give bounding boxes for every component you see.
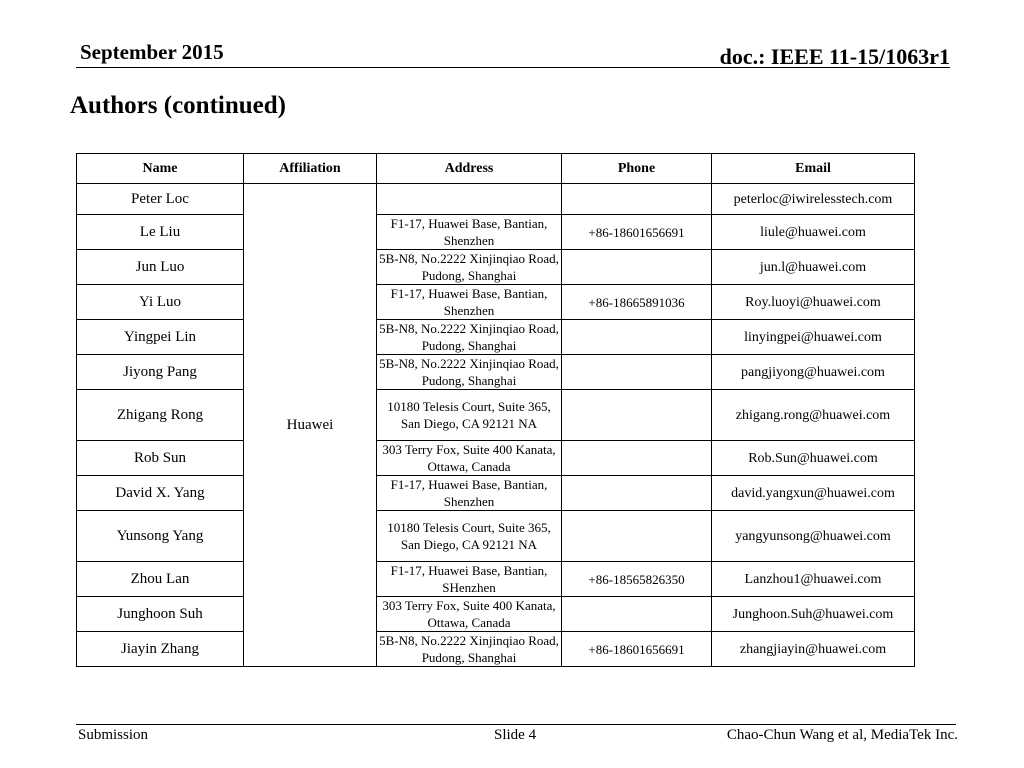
author-name: Zhou Lan [77,562,244,597]
author-name: Rob Sun [77,441,244,476]
author-address: 303 Terry Fox, Suite 400 Kanata, Ottawa, Canada [377,597,562,632]
author-phone [562,511,712,562]
author-name: Peter Loc [77,184,244,215]
footer-authors: Chao-Chun Wang et al, MediaTek Inc. [726,727,958,743]
table-row [77,390,915,441]
author-name: Jiyong Pang [77,355,244,390]
author-phone [562,184,712,215]
author-name: Yunsong Yang [77,511,244,562]
authors-table [76,153,915,667]
table-row [77,597,915,632]
author-email: Junghoon.Suh@huawei.com [712,597,915,632]
author-address: 5B-N8, No.2222 Xinjinqiao Road, Pudong, Shanghai [377,320,562,355]
author-email: jun.l@huawei.com [712,250,915,285]
author-address: F1-17, Huawei Base, Bantian, Shenzhen [377,285,562,320]
author-address: 5B-N8, No.2222 Xinjinqiao Road, Pudong, Shanghai [377,632,562,667]
author-phone: +86-18601656691 [562,632,712,667]
author-email: peterloc@iwirelesstech.com [712,184,915,215]
header-divider [76,67,950,68]
author-address: 10180 Telesis Court, Suite 365, San Diego, CA 92121 NA [377,511,562,562]
author-email: liule@huawei.com [712,215,915,250]
author-email: Rob.Sun@huawei.com [712,441,915,476]
author-phone: +86-18565826350 [562,562,712,597]
author-email: zhangjiayin@huawei.com [712,632,915,667]
author-name: Jun Luo [77,250,244,285]
table-row [77,250,915,285]
author-phone [562,597,712,632]
footer-submission: Submission [78,727,149,743]
table-row [77,632,915,667]
column-header-email: Email [712,154,915,184]
author-email: yangyunsong@huawei.com [712,511,915,562]
author-phone: +86-18665891036 [562,285,712,320]
author-name: Jiayin Zhang [77,632,244,667]
author-address: F1-17, Huawei Base, Bantian, SHenzhen [377,562,562,597]
author-phone [562,390,712,441]
author-name: Yingpei Lin [77,320,244,355]
table-row [77,285,915,320]
column-header-address: Address [377,154,562,184]
author-address: 10180 Telesis Court, Suite 365, San Diego, CA 92121 NA [377,390,562,441]
author-email: zhigang.rong@huawei.com [712,390,915,441]
author-phone [562,250,712,285]
author-email: david.yangxun@huawei.com [712,476,915,511]
author-affiliation: Huawei [244,184,377,667]
author-address: 303 Terry Fox, Suite 400 Kanata, Ottawa, Canada [377,441,562,476]
author-name: Zhigang Rong [77,390,244,441]
column-header-name: Name [77,154,244,184]
table-row [77,184,915,215]
table-row [77,476,915,511]
author-address: 5B-N8, No.2222 Xinjinqiao Road, Pudong, Shanghai [377,355,562,390]
author-name: David X. Yang [77,476,244,511]
table-row [77,562,915,597]
author-phone [562,320,712,355]
author-phone: +86-18601656691 [562,215,712,250]
table-row [77,511,915,562]
table-row [77,320,915,355]
author-address: 5B-N8, No.2222 Xinjinqiao Road, Pudong, Shanghai [377,250,562,285]
slide-title: Authors (continued) [70,92,286,119]
author-address: F1-17, Huawei Base, Bantian, Shenzhen [377,215,562,250]
column-header-phone: Phone [562,154,712,184]
author-email: Lanzhou1@huawei.com [712,562,915,597]
author-phone [562,476,712,511]
author-email: linyingpei@huawei.com [712,320,915,355]
author-name: Yi Luo [77,285,244,320]
author-address: F1-17, Huawei Base, Bantian, Shenzhen [377,476,562,511]
author-name: Junghoon Suh [77,597,244,632]
author-phone [562,441,712,476]
footer-divider [76,724,956,725]
table-row [77,215,915,250]
header-date: September 2015 [80,40,224,64]
footer-slide-number: Slide 4 [494,727,537,743]
author-email: pangjiyong@huawei.com [712,355,915,390]
author-email: Roy.luoyi@huawei.com [712,285,915,320]
column-header-affiliation: Affiliation [244,154,377,184]
author-phone [562,355,712,390]
table-row [77,355,915,390]
header-doc-id: doc.: IEEE 11-15/1063r1 [719,44,950,69]
author-address [377,184,562,215]
table-header-row [77,154,915,184]
author-name: Le Liu [77,215,244,250]
table-row [77,441,915,476]
